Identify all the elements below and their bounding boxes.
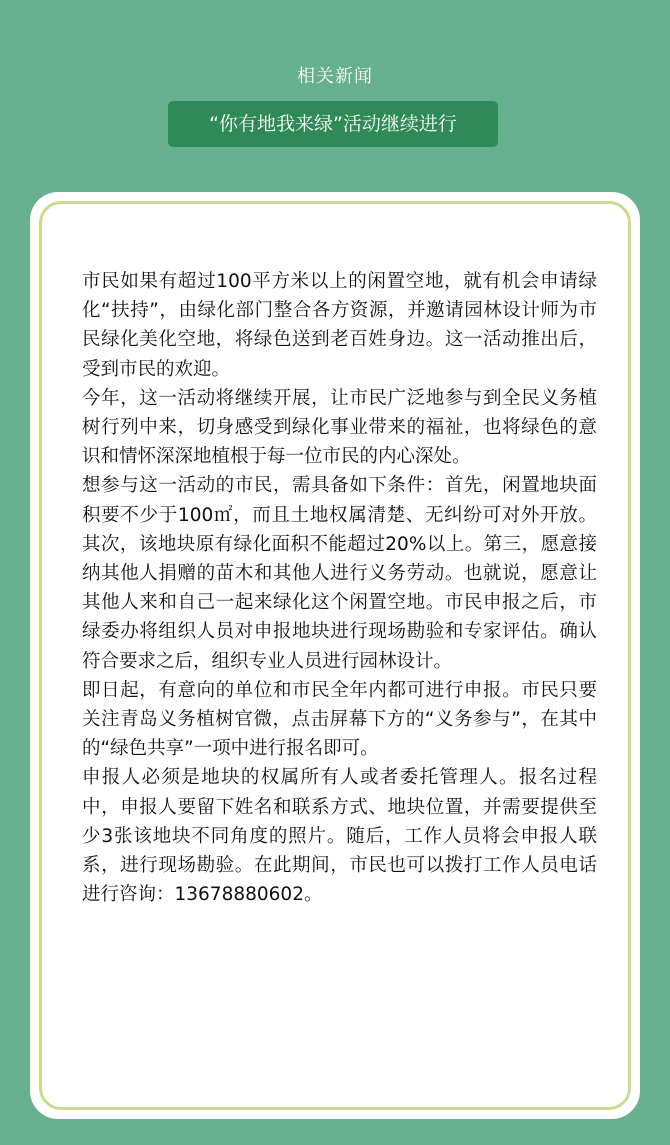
section-label: 相关新闻	[297, 66, 373, 87]
article-paragraph: 即日起，有意向的单位和市民全年内都可进行申报。市民只要关注青岛义务植树官微，点击屏幕下方的“义务参与”，在其中的“绿色共享”一项中进行报名即可。	[82, 679, 597, 760]
article-card-border	[39, 201, 631, 1110]
headline-banner[interactable]: “你有地我来绿”活动继续进行	[168, 101, 498, 147]
article-paragraph: 申报人必须是地块的权属所有人或者委托管理人。报名过程中，申报人要留下姓名和联系方式、地块位置，并需要提供至少3张该地块不同角度的照片。随后，工作人员将会申报人联系，进行现场勘验。在此期间，市民也可以拨打工作人员电话进行咨询：13678880602。	[82, 767, 597, 906]
article-card	[30, 192, 640, 1119]
article-paragraph: 想参与这一活动的市民，需具备如下条件：首先，闲置地块面积要不少于100㎡，而且土地权属清楚、无纠纷可对外开放。其次，该地块原有绿化面积不能超过20%以上。第三，愿意接纳其他人捐赠的苗木和其他人进行义务劳动。也就说，愿意让其他人来和自己一起来绿化这个闲置空地。市民申报之后，市绿委办将组织人员对申报地块进行现场勘验和专家评估。确认符合要求之后，组织专业人员进行园林设计。	[82, 475, 597, 672]
article-paragraph: 市民如果有超过100平方米以上的闲置空地，就有机会申请绿化“扶持”，由绿化部门整合各方资源，并邀请园林设计师为市民绿化美化空地，将绿色送到老百姓身边。这一活动推出后，受到市民的欢迎。	[82, 271, 597, 380]
article-body	[82, 267, 597, 909]
article-paragraph: 今年，这一活动将继续开展，让市民广泛地参与到全民义务植树行列中来，切身感受到绿化事业带来的福祉，也将绿色的意识和情怀深深地植根于每一位市民的内心深处。	[82, 387, 597, 468]
